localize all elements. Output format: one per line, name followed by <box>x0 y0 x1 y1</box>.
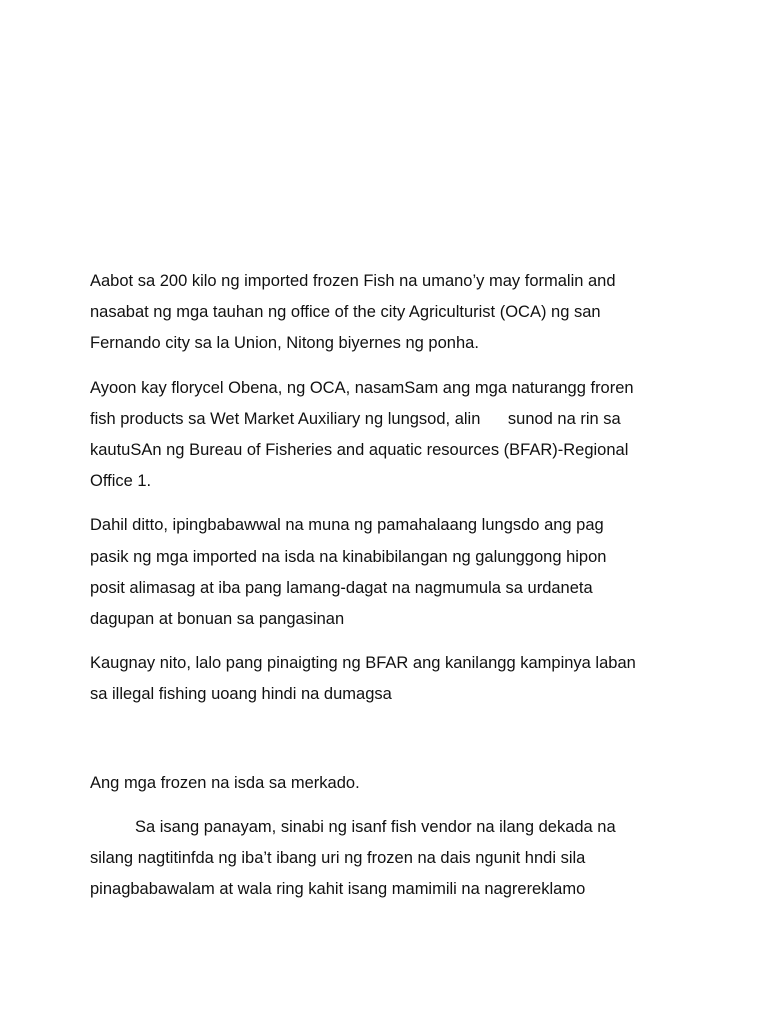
paragraph-line: sa illegal fishing uoang hindi na dumagsa <box>90 685 392 704</box>
paragraph-line: Sa isang panayam, sinabi ng isanf fish vendor na ilang dekada na <box>135 817 616 836</box>
paragraph-line: fish products sa Wet Market Auxiliary ng lungsod, alin sunod na rin sa <box>90 409 621 428</box>
paragraph-line: silang nagtitinfda ng iba’t ibang uri ng frozen na dais ngunit hndi sila <box>90 849 586 868</box>
paragraph-line: Kaugnay nito, lalo pang pinaigting ng BFAR ang kanilangg kampinya laban <box>90 654 636 673</box>
paragraph-6 <box>90 812 690 906</box>
paragraph-2 <box>90 373 690 498</box>
paragraph-line: Dahil ditto, ipingbabawwal na muna ng pamahalaang lungsdo ang pag <box>90 516 604 535</box>
paragraph-line: Fernando city sa la Union, Nitong biyernes ng ponha. <box>90 334 479 353</box>
paragraph-3 <box>90 510 690 635</box>
paragraph-line: kautuSAn ng Bureau of Fisheries and aquatic resources (BFAR)-Regional <box>90 441 629 460</box>
paragraph-1 <box>90 266 690 360</box>
paragraph-line: dagupan at bonuan sa pangasinan <box>90 610 345 629</box>
paragraph-line: pasik ng mga imported na isda na kinabibilangan ng galunggong hipon <box>90 547 607 566</box>
document-body <box>90 266 690 905</box>
section-heading <box>90 768 690 799</box>
paragraph-line: Ayoon kay florycel Obena, ng OCA, nasamSam ang mga naturangg froren <box>90 378 634 397</box>
paragraph-line: posit alimasag at iba pang lamang-dagat na nagmumula sa urdaneta <box>90 578 593 597</box>
paragraph-line: Office 1. <box>90 472 152 491</box>
paragraph-line: nasabat ng mga tauhan ng office of the city Agriculturist (OCA) ng san <box>90 303 601 322</box>
paragraph-line: Aabot sa 200 kilo ng imported frozen Fish na umano’y may formalin and <box>90 272 616 290</box>
paragraph-line: pinagbabawalam at wala ring kahit isang mamimili na nagrereklamo <box>90 880 586 899</box>
section-heading-text: Ang mga frozen na isda sa merkado. <box>90 773 360 792</box>
paragraph-4 <box>90 648 690 710</box>
